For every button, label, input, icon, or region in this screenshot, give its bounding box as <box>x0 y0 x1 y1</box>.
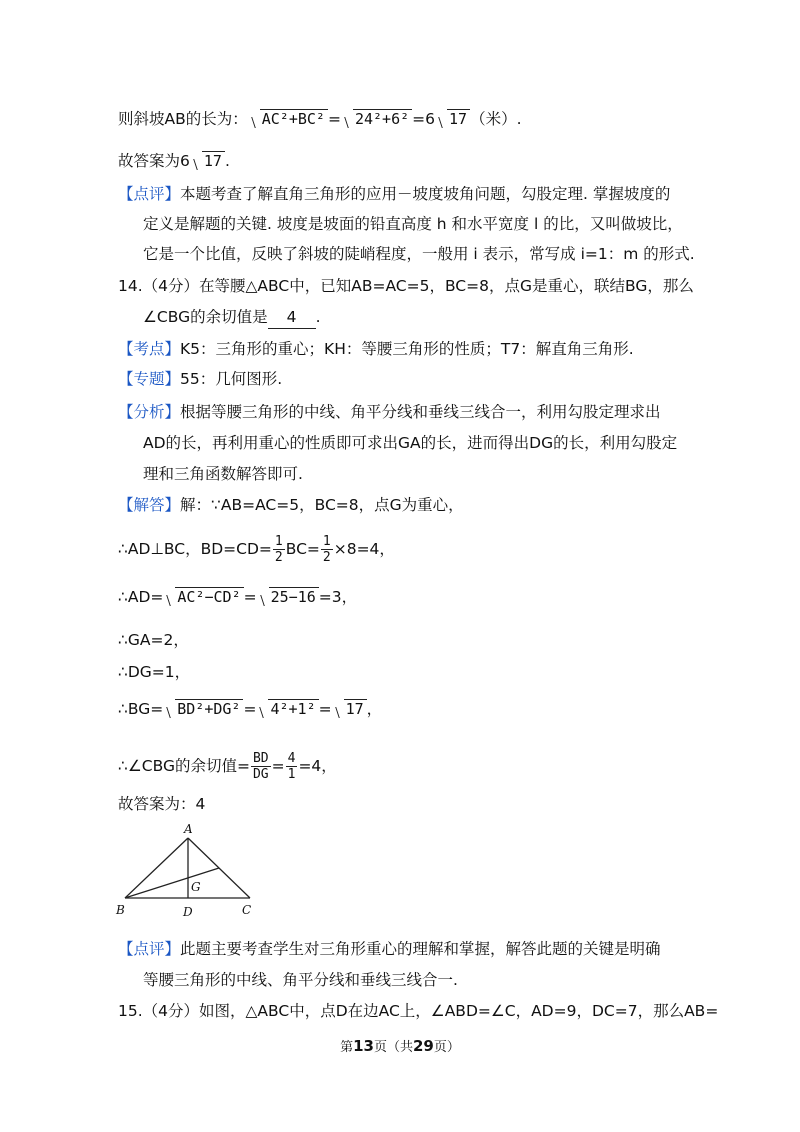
label-a: A <box>184 822 193 836</box>
page-footer: 第13页（共29页） <box>340 1037 460 1055</box>
kaodian-tag: 【考点】 <box>118 340 181 358</box>
solution-step-5: ∴BG= BD²+DG² = 4²+1² = 17 ， <box>118 700 383 718</box>
comment-tag: 【点评】 <box>118 940 181 958</box>
fenxi-line-1: 【分析】根据等腰三角形的中线、角平分线和垂线三线合一，利用勾股定理求出 <box>118 403 661 421</box>
question-14-line-2: ∠CBG的余切值是 4 . <box>143 306 321 329</box>
sqrt-expression: BD²+DG² <box>164 698 243 720</box>
sqrt-expression: 24²+6² <box>342 108 412 130</box>
comment-13-line-1: 【点评】本题考查了解直角三角形的应用－坡度坡角问题，勾股定理. 掌握坡度的 <box>118 185 671 203</box>
comment-13-line-2: 定义是解题的关键. 坡度是坡面的铅直高度 h 和水平宽度 l 的比，又叫做坡比， <box>143 215 683 233</box>
fenxi-line-2: AD的长，再利用重心的性质即可求出GA的长，进而得出DG的长，利用勾股定 <box>143 434 678 452</box>
sqrt-expression: 17 <box>436 108 470 130</box>
comment-14-line-1: 【点评】此题主要考查学生对三角形重心的理解和掌握，解答此题的关键是明确 <box>118 940 661 958</box>
zhuanti-tag: 【专题】 <box>118 370 181 388</box>
solution-step-4: ∴DG=1， <box>118 663 191 681</box>
fenxi-tag: 【分析】 <box>118 403 181 421</box>
slope-length-line: 则斜坡AB的长为： AC²+BC² = 24²+6² =6 17 （米）. <box>118 110 522 128</box>
triangle-figure <box>112 820 262 922</box>
sqrt-expression: AC²−CD² <box>164 586 243 608</box>
fraction: $\frac{4}{1}$ <box>287 751 296 782</box>
jieda-tag: 【解答】 <box>118 496 181 514</box>
fraction: $\frac{1}{2}$ <box>322 534 331 565</box>
sqrt-expression: 17 <box>191 150 225 172</box>
zhuanti-line: 【专题】55：几何图形. <box>118 370 283 388</box>
fraction: $\frac{BD}{DG}$ <box>252 751 269 782</box>
label-d: D <box>183 905 193 919</box>
sqrt-expression: 4²+1² <box>257 698 318 720</box>
jieda-line: 【解答】解：∵AB=AC=5，BC=8，点G为重心， <box>118 496 464 514</box>
fraction: $\frac{1}{2}$ <box>274 534 283 565</box>
solution-step-6: ∴∠CBG的余切值= $\frac{BD}{DG}$ = $\frac{4}{1}$ =4， <box>118 751 337 782</box>
comment-14-line-2: 等腰三角形的中线、角平分线和垂线三线合一. <box>143 971 458 989</box>
solution-step-3: ∴GA=2， <box>118 631 189 649</box>
solution-step-1: ∴AD⊥BC，BD=CD= $\frac{1}{2}$ BC= $\frac{1}{2}$ ×8=4， <box>118 534 395 565</box>
label-c: C <box>242 903 252 917</box>
page-total: 29 <box>413 1037 434 1055</box>
label-g: G <box>191 880 201 894</box>
solution-step-2: ∴AD= AC²−CD² = 25−16 =3， <box>118 588 358 606</box>
segment-be <box>125 868 219 898</box>
segment-ab <box>125 838 188 898</box>
page-number: 13 <box>353 1037 374 1055</box>
sqrt-expression: 25−16 <box>258 586 319 608</box>
label-b: B <box>116 903 125 917</box>
question-14-line-1: 14.（4分）在等腰△ABC中，已知AB=AC=5，BC=8，点G是重心，联结BG，那么 <box>118 277 694 295</box>
fenxi-line-3: 理和三角函数解答即可. <box>143 465 303 483</box>
text: 则斜坡AB的长为： <box>118 110 248 128</box>
comment-13-line-3: 它是一个比值，反映了斜坡的陡峭程度，一般用 i 表示，常写成 i=1：m 的形式. <box>143 245 695 263</box>
answer-blank: 4 <box>268 306 316 329</box>
sqrt-expression: AC²+BC² <box>249 108 328 130</box>
kaodian-line: 【考点】K5：三角形的重心；KH：等腰三角形的性质；T7：解直角三角形. <box>118 340 634 358</box>
question-15-line: 15.（4分）如图，△ABC中，点D在边AC上，∠ABD=∠C，AD=9，DC=7，那么AB= <box>118 1002 719 1020</box>
sqrt-expression: 17 <box>333 698 367 720</box>
comment-tag: 【点评】 <box>118 185 181 203</box>
answer-line-14: 故答案为：4 <box>118 795 206 813</box>
answer-line-13: 故答案为6 17 . <box>118 152 230 170</box>
